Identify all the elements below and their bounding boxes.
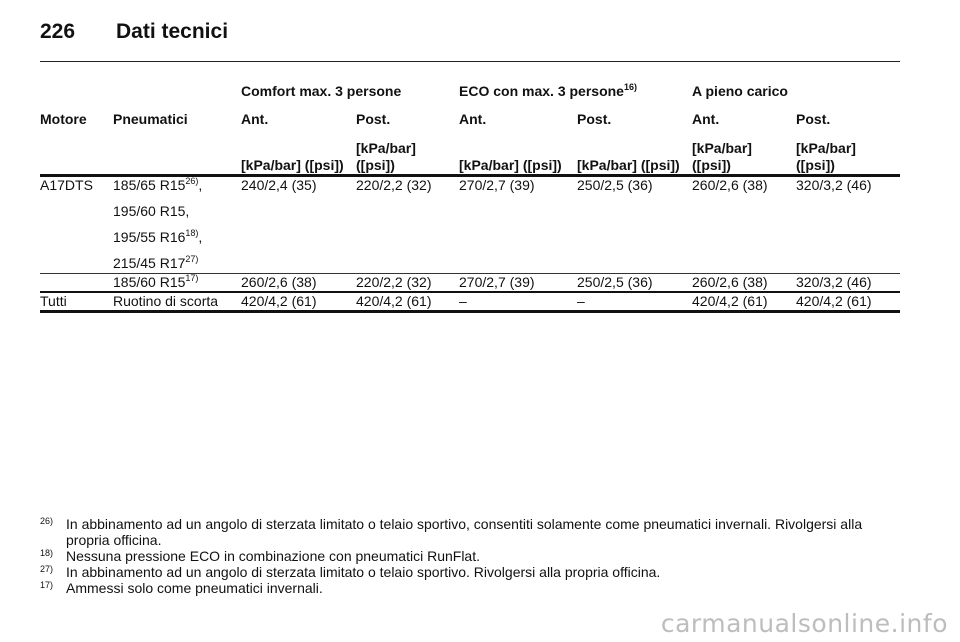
pressure-cell: 320/3,2 (46) (796, 274, 900, 293)
pressure-cell: 420/4,2 (61) (356, 292, 459, 312)
unit-top: [kPa/bar] (692, 140, 752, 156)
unit-bottom: ([psi]) (796, 157, 835, 173)
pressure-cell: 270/2,7 (39) (459, 177, 535, 193)
tyre-size: 215/45 R17$^{27)}$ (113, 254, 199, 271)
pressure-cell: 260/2,6 (38) (692, 274, 796, 293)
header-divider (40, 61, 900, 62)
pressure-cell: 420/4,2 (61) (692, 292, 796, 312)
pressure-cell: 240/2,4 (35) (241, 177, 317, 193)
page-number: 226 (40, 20, 76, 43)
tyre-size: 185/65 R15$^{26)}$, (113, 176, 203, 193)
column-header-row (40, 100, 900, 128)
unit-comfort-front: [kPa/bar] ([psi]) (241, 128, 356, 176)
watermark: carmanualsonline.info (660, 609, 948, 638)
tyres-cell (113, 274, 241, 293)
tyres-cell (113, 176, 241, 274)
pressure-cell: 260/2,6 (38) (241, 274, 356, 293)
footnote-ref: 26) (185, 176, 199, 186)
tyre-size: 195/55 R16$^{18)}$, (113, 228, 203, 245)
unit-top: [kPa/bar] (796, 140, 856, 156)
tyre-pressure-table (40, 76, 900, 313)
footnote-text: Nessuna pressione ECO in combinazione con pneumatici RunFlat. (66, 548, 480, 564)
group-header-row (40, 76, 900, 100)
pressure-cell: 270/2,7 (39) (459, 274, 577, 293)
unit-full-front (692, 128, 796, 176)
group-eco-label: ECO con max. 3 persone (459, 83, 624, 99)
page-title: Dati tecnici (116, 20, 229, 43)
footnote-mark: 26) (40, 516, 54, 526)
col-eco-rear: Post. (577, 111, 612, 127)
footnote-text: In abbinamento ad un angolo di sterzata limitato o telaio sportivo. Rivolgersi alla propria officina. (66, 564, 661, 580)
footnote-item (40, 564, 900, 580)
group-comfort: Comfort max. 3 persone (241, 83, 402, 99)
tyres-cell: Ruotino di scorta (113, 292, 241, 312)
table-row (40, 176, 900, 274)
pressure-cell: 320/3,2 (46) (796, 177, 872, 193)
footnote-ref: 27) (185, 254, 199, 264)
unit-header-row (40, 128, 900, 176)
unit-comfort-rear (356, 128, 459, 176)
col-eco-front: Ant. (459, 111, 487, 127)
col-motor: Motore (40, 111, 87, 127)
col-comfort-rear: Post. (356, 111, 391, 127)
footnote-text: Ammessi solo come pneumatici invernali. (66, 580, 323, 596)
page-header (40, 14, 900, 50)
col-tyres: Pneumatici (113, 111, 188, 127)
col-comfort-front: Ant. (241, 111, 269, 127)
pressure-cell: 420/4,2 (61) (241, 292, 356, 312)
pressure-cell: 250/2,5 (36) (577, 177, 653, 193)
col-full-front: Ant. (692, 111, 720, 127)
group-eco-note: 16) (623, 82, 637, 92)
motor-cell (40, 274, 113, 293)
footnote-mark: 18) (40, 548, 54, 558)
footnote-ref: 18) (185, 228, 199, 238)
unit-eco-front: [kPa/bar] ([psi]) (459, 128, 577, 176)
footnote-item (40, 516, 900, 548)
col-full-rear: Post. (796, 111, 831, 127)
footnote-mark: 17) (40, 580, 54, 590)
footnote-item (40, 580, 900, 596)
unit-top: [kPa/bar] (356, 140, 416, 156)
unit-eco-rear: [kPa/bar] ([psi]) (577, 128, 692, 176)
footnote-ref: 17) (185, 273, 199, 283)
footnote-item (40, 548, 900, 564)
table-row (40, 292, 900, 312)
tyre-size: 195/60 R15, (113, 203, 190, 219)
pressure-cell: 250/2,5 (36) (577, 274, 692, 293)
footnote-mark: 27) (40, 564, 54, 574)
unit-bottom: ([psi]) (692, 157, 731, 173)
pressure-cell: 260/2,6 (38) (692, 177, 768, 193)
unit-bottom: ([psi]) (356, 157, 395, 173)
motor-cell: Tutti (40, 292, 113, 312)
tyre-size: 185/60 R15 (113, 274, 186, 290)
pressure-cell: 420/4,2 (61) (796, 292, 900, 312)
pressure-cell: 220/2,2 (32) (356, 177, 432, 193)
pressure-cell: – (577, 292, 692, 312)
footnotes (40, 516, 900, 596)
pressure-cell: – (459, 292, 577, 312)
pressure-cell: 220/2,2 (32) (356, 274, 459, 293)
motor-cell: A17DTS (40, 177, 93, 193)
unit-full-rear (796, 128, 900, 176)
footnote-text: In abbinamento ad un angolo di sterzata limitato o telaio sportivo, consentiti solamente come pneumatici invernali. Rivolgersi alla propria officina. (66, 516, 863, 548)
table-row (40, 274, 900, 293)
group-full-load: A pieno carico (692, 83, 788, 99)
group-eco (459, 76, 692, 100)
